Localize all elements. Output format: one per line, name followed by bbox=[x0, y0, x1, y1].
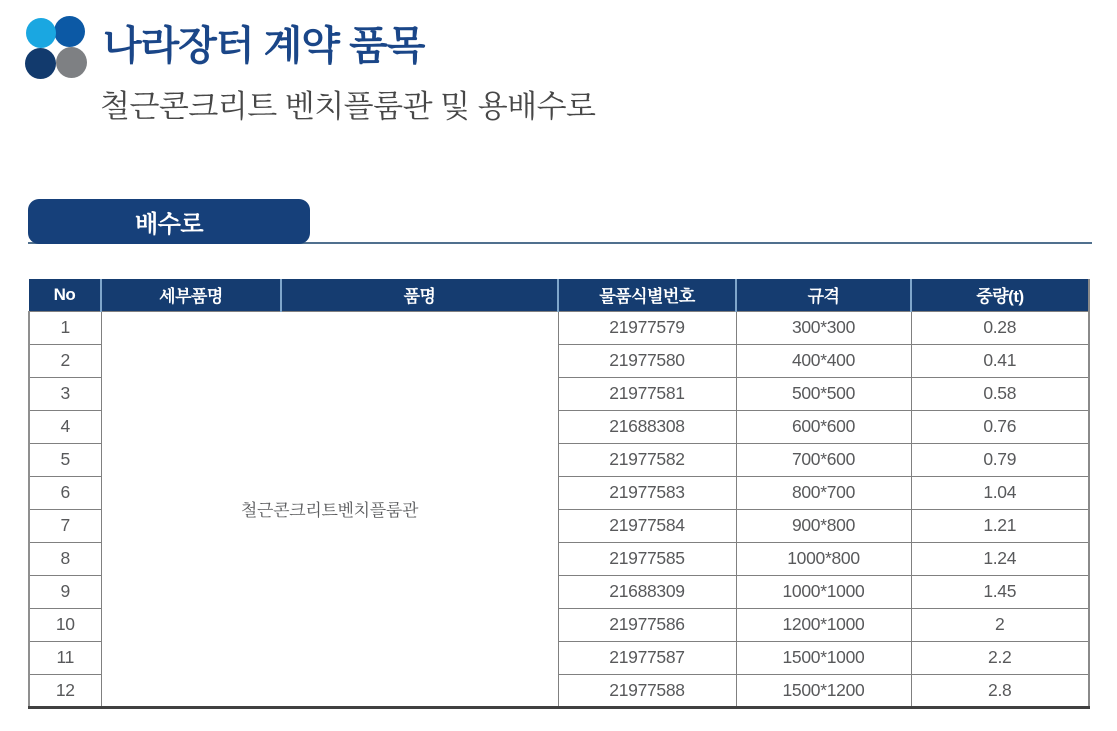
cell-no: 1 bbox=[29, 311, 101, 344]
cell-item-id: 21977584 bbox=[558, 509, 736, 542]
contract-items-table bbox=[28, 279, 1090, 709]
cell-spec: 1000*1000 bbox=[736, 575, 911, 608]
table-header-row bbox=[29, 279, 1089, 311]
cell-item-id: 21977579 bbox=[558, 311, 736, 344]
contract-items-table-wrap bbox=[28, 279, 1090, 709]
cell-spec: 700*600 bbox=[736, 443, 911, 476]
cell-weight: 0.41 bbox=[911, 344, 1089, 377]
table-header bbox=[29, 279, 1089, 311]
cell-spec: 600*600 bbox=[736, 410, 911, 443]
cell-no: 8 bbox=[29, 542, 101, 575]
nara-marketplace-logo bbox=[25, 14, 89, 80]
col-header-detail: 세부품명 bbox=[101, 279, 281, 311]
col-header-weight: 중량(t) bbox=[911, 279, 1089, 311]
cell-spec: 1200*1000 bbox=[736, 608, 911, 641]
table-row bbox=[29, 311, 1089, 344]
cell-no: 4 bbox=[29, 410, 101, 443]
cell-item-id: 21977581 bbox=[558, 377, 736, 410]
logo-circle-gray bbox=[56, 47, 87, 78]
cell-weight: 2.2 bbox=[911, 641, 1089, 674]
cell-weight: 0.58 bbox=[911, 377, 1089, 410]
logo-circle-cyan bbox=[26, 18, 56, 48]
cell-no: 12 bbox=[29, 674, 101, 707]
cell-weight: 0.79 bbox=[911, 443, 1089, 476]
table-body bbox=[29, 311, 1089, 707]
cell-spec: 800*700 bbox=[736, 476, 911, 509]
cell-no: 10 bbox=[29, 608, 101, 641]
cell-item-id: 21977583 bbox=[558, 476, 736, 509]
cell-no: 2 bbox=[29, 344, 101, 377]
cell-spec: 900*800 bbox=[736, 509, 911, 542]
cell-item-id: 21977582 bbox=[558, 443, 736, 476]
cell-spec: 1000*800 bbox=[736, 542, 911, 575]
cell-weight: 1.04 bbox=[911, 476, 1089, 509]
cell-weight: 1.45 bbox=[911, 575, 1089, 608]
cell-no: 7 bbox=[29, 509, 101, 542]
cell-item-id: 21688309 bbox=[558, 575, 736, 608]
cell-weight: 2.8 bbox=[911, 674, 1089, 707]
cell-weight: 1.24 bbox=[911, 542, 1089, 575]
cell-item-id: 21977585 bbox=[558, 542, 736, 575]
cell-spec: 1500*1200 bbox=[736, 674, 911, 707]
cell-item-id: 21977580 bbox=[558, 344, 736, 377]
cell-no: 3 bbox=[29, 377, 101, 410]
cell-weight: 2 bbox=[911, 608, 1089, 641]
cell-spec: 1500*1000 bbox=[736, 641, 911, 674]
cell-weight: 1.21 bbox=[911, 509, 1089, 542]
logo-circle-navy bbox=[25, 48, 56, 79]
logo-circle-blue bbox=[54, 16, 85, 47]
cell-spec: 300*300 bbox=[736, 311, 911, 344]
cell-spec: 500*500 bbox=[736, 377, 911, 410]
cell-item-id: 21977588 bbox=[558, 674, 736, 707]
cell-no: 6 bbox=[29, 476, 101, 509]
cell-no: 5 bbox=[29, 443, 101, 476]
cell-weight: 0.76 bbox=[911, 410, 1089, 443]
cell-item-id: 21977586 bbox=[558, 608, 736, 641]
col-header-name: 품명 bbox=[281, 279, 558, 311]
cell-weight: 0.28 bbox=[911, 311, 1089, 344]
col-header-no: No bbox=[29, 279, 101, 311]
page-subtitle: 철근콘크리트 벤치플룸관 및 용배수로 bbox=[100, 89, 596, 124]
col-header-item-id: 물품식별번호 bbox=[558, 279, 736, 311]
cell-no: 11 bbox=[29, 641, 101, 674]
page-title: 나라장터 계약 품목 bbox=[103, 24, 425, 68]
cell-item-id: 21977587 bbox=[558, 641, 736, 674]
cell-item-id: 21688308 bbox=[558, 410, 736, 443]
col-header-spec: 규격 bbox=[736, 279, 911, 311]
cell-no: 9 bbox=[29, 575, 101, 608]
cell-spec: 400*400 bbox=[736, 344, 911, 377]
section-tab-label: 배수로 bbox=[134, 211, 204, 238]
section-tab-drainage bbox=[28, 199, 310, 244]
cell-merged-item-name: 철근콘크리트벤치플룸관 bbox=[101, 311, 558, 707]
